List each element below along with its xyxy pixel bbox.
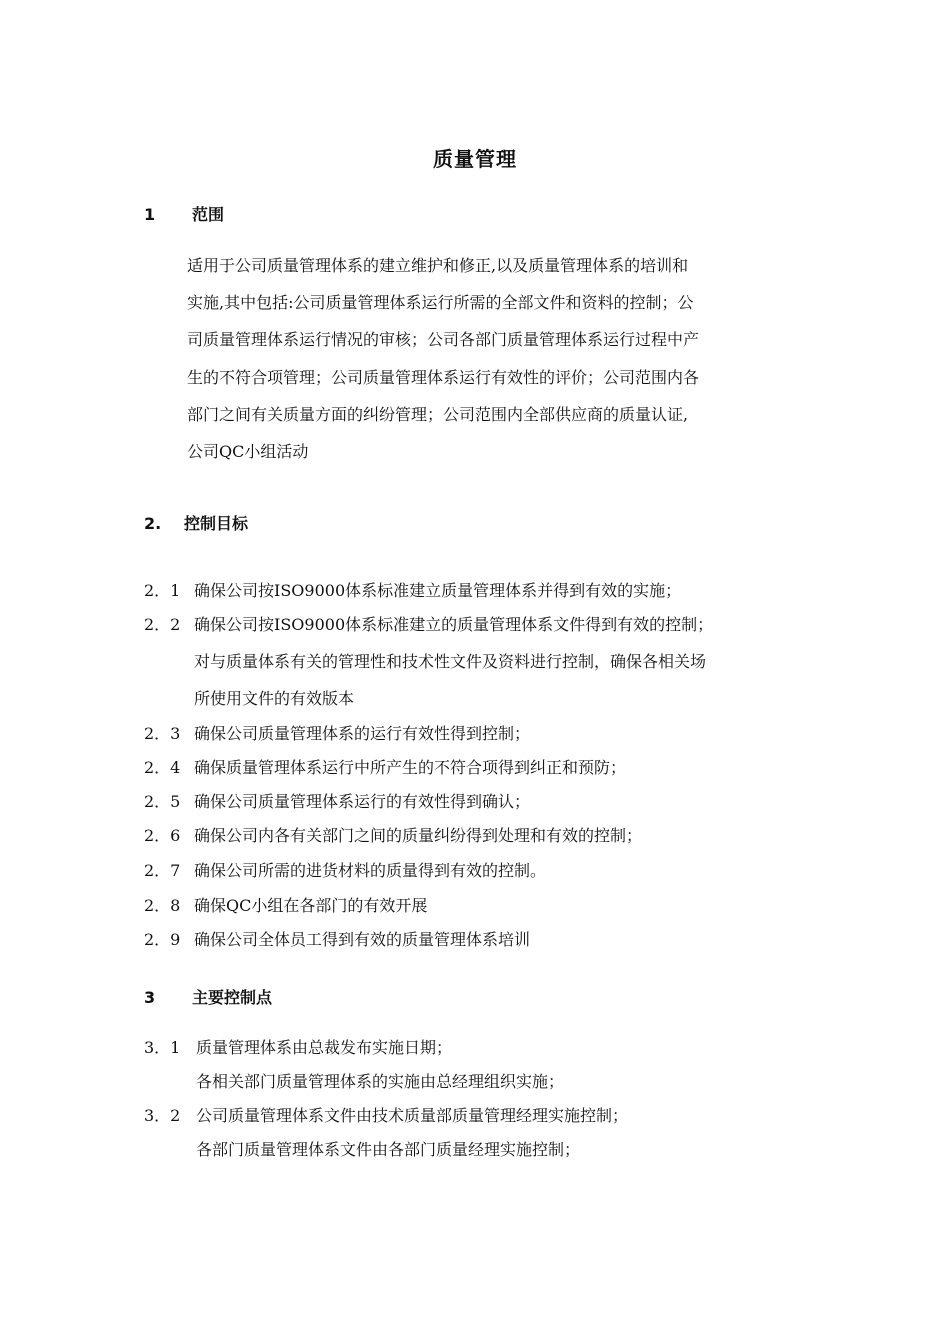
paragraph-line: 适用于公司质量管理体系的建立维护和修正,以及质量管理体系的培训和 xyxy=(187,256,689,275)
list-item-continuation: 所使用文件的有效版本 xyxy=(194,689,355,708)
item-text: 确保公司全体员工得到有效的质量管理体系培训 xyxy=(194,930,531,949)
section-number: 1 xyxy=(144,205,156,224)
paragraph-line: 实施,其中包括:公司质量管理体系运行所需的全部文件和资料的控制；公 xyxy=(187,293,694,312)
list-item-continuation: 对与质量体系有关的管理性和技术性文件及资料进行控制，确保各相关场 xyxy=(194,652,707,671)
list-item xyxy=(144,615,713,635)
item-text: 确保公司按ISO9000体系标准建立质量管理体系并得到有效的实施； xyxy=(194,581,682,600)
list-item xyxy=(144,581,681,601)
list-item xyxy=(144,1038,452,1058)
list-item xyxy=(144,792,530,812)
item-number: 2．6 xyxy=(144,826,181,845)
paragraph-line: 司质量管理体系运行情况的审核；公司各部门质量管理体系运行过程中产 xyxy=(187,330,700,349)
item-text: 确保公司质量管理体系运行的有效性得到确认； xyxy=(194,792,531,811)
item-number: 2．8 xyxy=(144,896,181,915)
item-number: 2．1 xyxy=(144,581,181,600)
item-number: 2．7 xyxy=(144,861,181,880)
list-item xyxy=(144,896,427,916)
item-text: 确保QC小组在各部门的有效开展 xyxy=(194,896,428,915)
section-title: 控制目标 xyxy=(184,514,249,533)
item-text: 确保公司所需的进货材料的质量得到有效的控制。 xyxy=(194,861,547,880)
list-item xyxy=(144,724,530,744)
item-text: 确保公司内各有关部门之间的质量纠纷得到处理和有效的控制； xyxy=(194,826,643,845)
list-item xyxy=(144,826,642,846)
item-number: 3．1 xyxy=(144,1038,181,1057)
section-2-heading xyxy=(144,511,248,534)
list-item xyxy=(144,930,530,950)
list-item-continuation: 各相关部门质量管理体系的实施由总经理组织实施； xyxy=(196,1072,565,1091)
document-title: 质量管理 xyxy=(433,147,517,171)
item-text: 确保公司按ISO9000体系标准建立的质量管理体系文件得到有效的控制； xyxy=(194,615,714,634)
item-text: 确保公司质量管理体系的运行有效性得到控制； xyxy=(194,724,531,743)
section-title: 范围 xyxy=(192,205,225,224)
list-item xyxy=(144,861,546,881)
item-text: 确保质量管理体系运行中所产生的不符合项得到纠正和预防； xyxy=(194,758,627,777)
list-item xyxy=(144,758,626,778)
item-text: 质量管理体系由总裁发布实施日期； xyxy=(196,1038,453,1057)
paragraph-line: 生的不符合项管理；公司质量管理体系运行有效性的评价；公司范围内各 xyxy=(187,368,700,387)
item-number: 2．2 xyxy=(144,615,181,634)
item-number: 2．4 xyxy=(144,758,181,777)
item-number: 2．3 xyxy=(144,724,181,743)
item-number: 3．2 xyxy=(144,1106,181,1125)
section-number: 2. xyxy=(144,514,162,533)
section-1-heading xyxy=(144,202,224,225)
section-3-heading xyxy=(144,985,272,1008)
list-item xyxy=(144,1106,628,1126)
item-number: 2．9 xyxy=(144,930,181,949)
item-text: 公司质量管理体系文件由技术质量部质量管理经理实施控制； xyxy=(196,1106,629,1125)
list-item-continuation: 各部门质量管理体系文件由各部门质量经理实施控制； xyxy=(196,1140,581,1159)
section-title: 主要控制点 xyxy=(192,988,273,1007)
paragraph-line: 部门之间有关质量方面的纠纷管理；公司范围内全部供应商的质量认证, xyxy=(187,405,689,424)
section-number: 3 xyxy=(144,988,156,1007)
item-number: 2．5 xyxy=(144,792,181,811)
paragraph-line: 公司QC小组活动 xyxy=(187,442,309,461)
